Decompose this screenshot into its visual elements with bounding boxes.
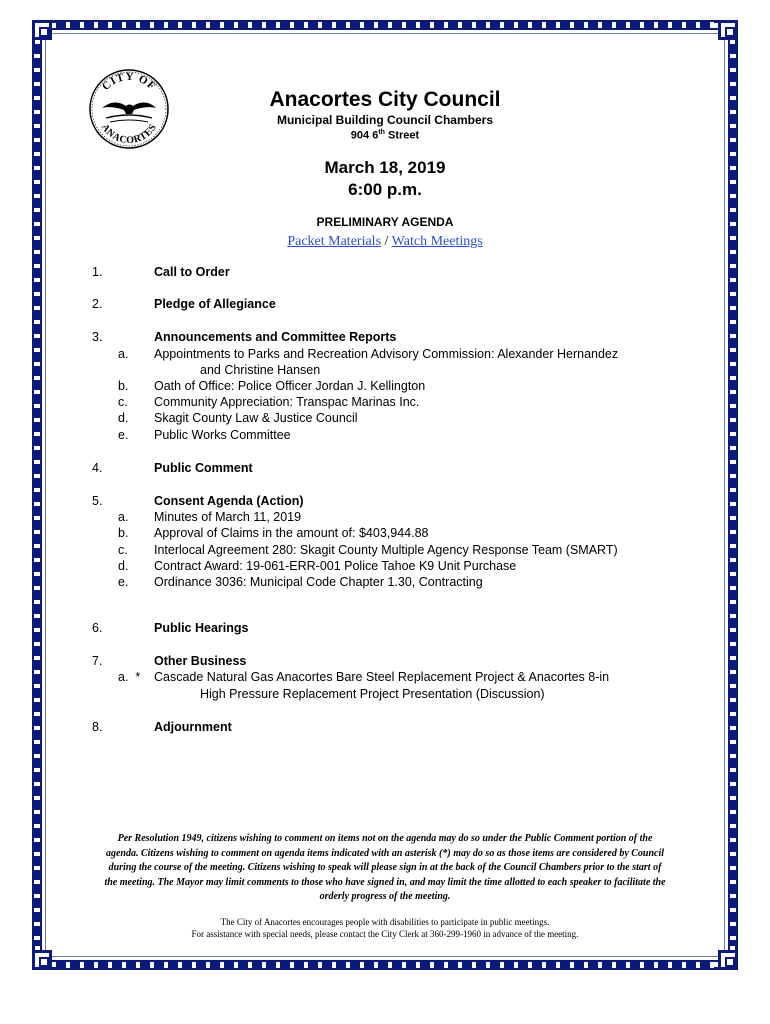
meeting-date: March 18, 2019 [324, 158, 446, 177]
item-number: 5. [92, 494, 103, 508]
border-pattern-left [34, 44, 40, 946]
meeting-time: 6:00 p.m. [348, 180, 422, 199]
agenda-type-heading: PRELIMINARY AGENDA [316, 215, 454, 229]
accessibility-notice: The City of Anacortes encourages people with disabilities to participate in public meetings. For assistance with special needs, please contact the City Clerk at 360-299-1960 in advance of the meeting. [191, 917, 579, 939]
item-number: 8. [92, 720, 103, 734]
sub-item-letter: a. * [118, 670, 141, 684]
svg-text:CITY OF [100, 71, 158, 93]
seal-top-text: CITY OF [99, 70, 159, 93]
sub-item-text: Community Appreciation: Transpac Marinas Inc. [154, 395, 420, 409]
sub-item-letter: c. [118, 395, 128, 409]
meeting-address: 904 6th Street [350, 129, 420, 142]
sub-item-letter: b. [118, 526, 129, 540]
border-corner-ornament [32, 950, 52, 970]
sub-item-text: Approval of Claims in the amount of: $403,944.88 [154, 526, 429, 540]
border-corner-ornament [32, 20, 52, 40]
border-corner-ornament [718, 20, 738, 40]
sub-item-text: Ordinance 3036: Municipal Code Chapter 1.30, Contracting [154, 575, 483, 589]
item-title: Call to Order [154, 265, 230, 279]
border-pattern-top [56, 22, 714, 28]
sub-item-text: Minutes of March 11, 2019 [154, 510, 302, 524]
sub-item-letter: d. [118, 411, 129, 425]
sub-item-letter: b. [118, 379, 129, 393]
watch-meetings-link[interactable]: Watch Meetings [391, 234, 483, 249]
sub-item-letter: d. [118, 559, 129, 573]
item-title: Other Business [154, 654, 247, 668]
meeting-links: Packet Materials / Watch Meetings [287, 234, 483, 249]
border-corner-ornament [718, 950, 738, 970]
item-title: Public Hearings [154, 621, 249, 635]
item-number: 6. [92, 621, 103, 635]
sub-item-text: Contract Award: 19-061-ERR-001 Police Tahoe K9 Unit Purchase [154, 559, 517, 573]
item-number: 2. [92, 297, 103, 311]
item-number: 4. [92, 461, 103, 475]
sub-item-text: Interlocal Agreement 280: Skagit County Multiple Agency Response Team (SMART) [154, 543, 618, 557]
sub-item-text: Skagit County Law & Justice Council [154, 411, 358, 425]
sub-item-continuation: and Christine Hansen [200, 363, 321, 377]
meeting-location: Municipal Building Council Chambers [276, 113, 493, 127]
sub-item-letter: a. [118, 347, 129, 361]
border-pattern-right [730, 44, 736, 946]
sub-item-text: Oath of Office: Police Officer Jordan J. Kellington [154, 379, 426, 393]
sub-item-letter: e. [118, 575, 129, 589]
item-title: Public Comment [154, 461, 253, 475]
item-title: Consent Agenda (Action) [154, 494, 304, 508]
item-title: Adjournment [154, 720, 232, 734]
sub-item-letter: c. [118, 543, 128, 557]
item-title: Announcements and Committee Reports [154, 330, 397, 344]
sub-item-text: Cascade Natural Gas Anacortes Bare Steel Replacement Project & Anacortes 8-in [154, 670, 610, 684]
council-title: Anacortes City Council [269, 88, 501, 111]
seal-bottom-text: ANACORTES [98, 122, 159, 147]
item-number: 7. [92, 654, 103, 668]
packet-materials-link[interactable]: Packet Materials [287, 234, 382, 249]
sub-item-continuation: High Pressure Replacement Project Presentation (Discussion) [200, 687, 545, 701]
sub-item-text: Appointments to Parks and Recreation Advisory Commission: Alexander Hernandez [154, 347, 619, 361]
sub-item-letter: e. [118, 428, 129, 442]
border-pattern-bottom [56, 962, 714, 968]
sub-item-text: Public Works Committee [154, 428, 291, 442]
item-number: 3. [92, 330, 103, 344]
public-comment-notice: Per Resolution 1949, citizens wishing to comment on items not on the agenda may do so under the Public Comment portion of the agenda. Citizens wishing to comment on agenda items indicated with an asterisk (*) may do so as those items are considered by Council during the course of the meeting. Citizens wishing to speak will please sign in at the back of the Council Chambers prior to the start of the meeting. The Mayor may limit comments to those who have signed in, and may limit the time allotted to each speaker to facilitate the orderly progress of the meeting. [104, 833, 666, 902]
item-number: 1. [92, 265, 103, 279]
sub-item-letter: a. [118, 510, 129, 524]
item-title: Pledge of Allegiance [154, 297, 276, 311]
city-seal-logo [88, 68, 170, 150]
